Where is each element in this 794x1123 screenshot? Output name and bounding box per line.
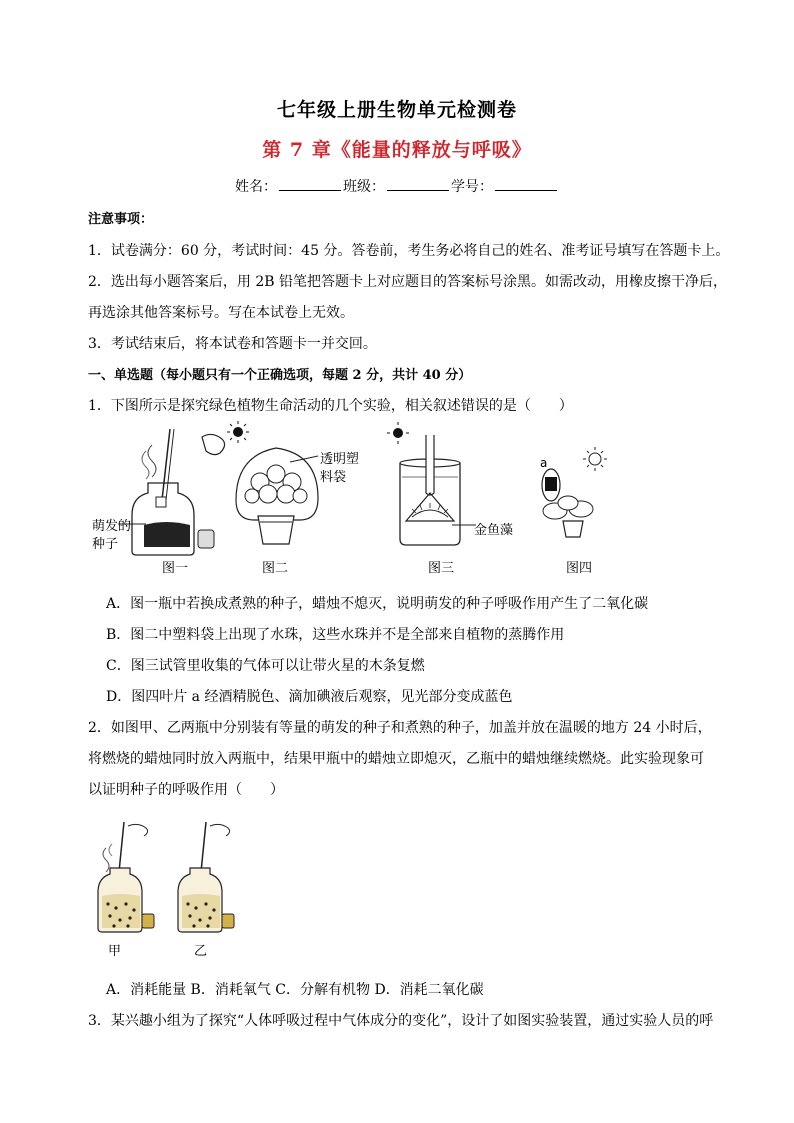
note-item-2-cont: 再选涂其他答案标号。写在本试卷上无效。: [88, 305, 354, 321]
algae-label: 金鱼藻: [474, 523, 514, 538]
fig4-caption: 图四: [566, 561, 593, 576]
exam-title: 七年级上册生物单元检测卷: [276, 99, 517, 121]
class-label: 班级：: [343, 179, 385, 195]
note-item-3: 3．考试结束后，将本试卷和答题卡一并交回。: [88, 336, 377, 352]
fig4-leaf-plant-illustration: [535, 445, 620, 545]
seed-pointer-line: [118, 518, 148, 530]
name-label: 姓名：: [235, 179, 277, 195]
note-item-1: 1．试卷满分：60 分，考试时间：45 分。答卷前，考生务必将自己的姓名、准考证号填写在答题卡上。: [88, 243, 730, 259]
notes-heading: 注意事项：: [88, 212, 154, 227]
leaf-a-label: a: [540, 456, 548, 470]
q1-option-c[interactable]: C．图三试管里收集的气体可以让带火星的木条复燃: [106, 658, 425, 674]
id-label: 学号：: [451, 179, 493, 195]
jar-a-illustration: [92, 818, 162, 938]
bag-label-line1: 透明塑: [320, 452, 360, 467]
q2-options[interactable]: A．消耗能量 B．消耗氧气 C．分解有机物 D．消耗二氧化碳: [106, 982, 484, 998]
fig3-caption: 图三: [428, 561, 455, 576]
q1-option-d[interactable]: D．图四叶片 a 经酒精脱色、滴加碘液后观察，见光部分变成蓝色: [106, 689, 513, 705]
q3-stem: 3．某兴趣小组为了探究“人体呼吸过程中气体成分的变化”，设计了如图实验装置，通过实验人员的呼: [88, 1013, 714, 1029]
bag-label-line2: 料袋: [320, 470, 347, 485]
q1-option-b[interactable]: B．图二中塑料袋上出现了水珠，这些水珠并不是全部来自植物的蒸腾作用: [106, 627, 565, 643]
q2-stem-line1: 2．如图甲、乙两瓶中分别装有等量的萌发的种子和煮熟的种子，加盖并放在温暖的地方 24 小时后，: [88, 720, 712, 736]
q2-stem-line3: 以证明种子的呼吸作用（ ）: [88, 782, 284, 798]
fig3-algae-beaker-illustration: [382, 425, 472, 555]
class-blank[interactable]: [387, 177, 449, 191]
fig2-plant-bag-illustration: [232, 420, 322, 555]
q2-stem-line2: 将燃烧的蜡烛同时放入两瓶中，结果甲瓶中的蜡烛立即熄灭，乙瓶中的蜡烛继续燃烧。此实验现象可: [88, 751, 704, 767]
fig1-caption: 图一: [162, 561, 189, 576]
section-heading: 一、单选题（每小题只有一个正确选项，每题 2 分，共计 40 分）: [88, 368, 472, 383]
jar-b-illustration: [172, 818, 242, 938]
chapter-subtitle: 第 7 章《能量的释放与呼吸》: [262, 139, 532, 161]
seed-label-line1: 萌发的: [92, 519, 132, 534]
id-blank[interactable]: [495, 177, 557, 191]
name-blank[interactable]: [279, 177, 341, 191]
bag-pointer-line: [290, 454, 320, 464]
fig2-caption: 图二: [262, 561, 289, 576]
note-item-2: 2．选出每小题答案后，用 2B 铅笔把答题卡上对应题目的答案标号涂黑。如需改动，用橡皮擦干净后，: [88, 274, 728, 290]
jar-b-label: 乙: [194, 944, 208, 959]
jar-a-label: 甲: [108, 944, 122, 959]
student-info-line: [0, 176, 794, 196]
seed-label-line2: 种子: [92, 537, 119, 552]
q1-option-a[interactable]: A．图一瓶中若换成煮熟的种子，蜡烛不熄灭，说明萌发的种子呼吸作用产生了二氧化碳: [106, 596, 649, 612]
q1-stem: 1．下图所示是探究绿色植物生命活动的几个实验，相关叙述错误的是（ ）: [88, 398, 573, 414]
